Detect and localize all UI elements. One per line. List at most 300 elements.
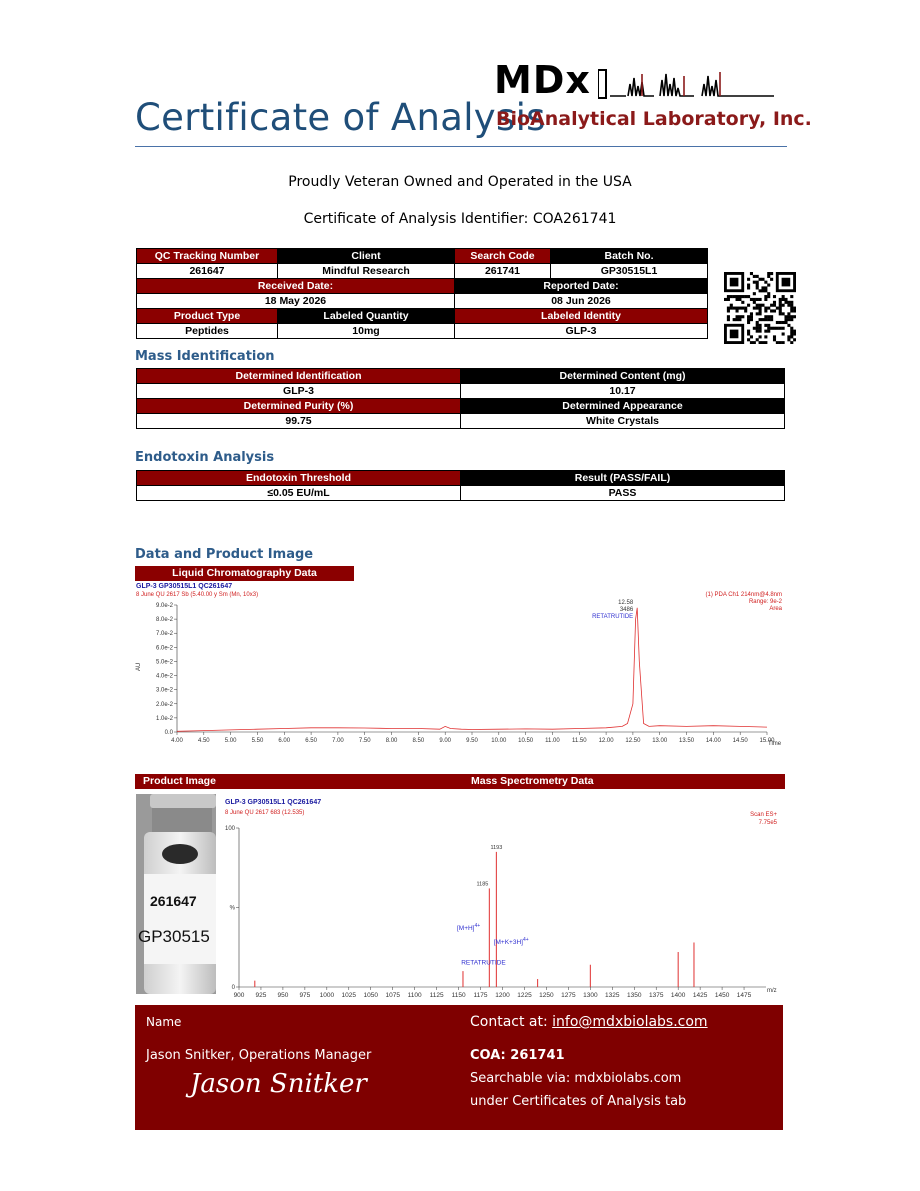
lc-peak-area: 3486: [619, 607, 634, 613]
lc-x-tick-label: 14.00: [705, 738, 721, 744]
qr-module: [738, 295, 741, 298]
qr-module: [773, 338, 776, 341]
info-table: [136, 248, 708, 339]
lc-x-tick-label: 6.00: [278, 738, 291, 744]
lc-x-tick-label: 11.00: [545, 738, 560, 744]
qr-module: [759, 309, 762, 312]
qr-module: [770, 304, 773, 307]
qr-module: [776, 327, 779, 330]
qr-module: [761, 318, 764, 321]
qr-module: [727, 309, 730, 312]
qr-module: [790, 327, 793, 330]
ms-axes: [225, 826, 766, 999]
qr-module: [736, 318, 739, 321]
qr-module: [767, 272, 770, 275]
ms-y-tick-label: 100: [224, 826, 235, 832]
search-code-label: Search Code: [455, 249, 551, 264]
qr-module: [759, 307, 762, 310]
qr-module: [744, 307, 747, 310]
lc-x-tick-label: 9.00: [439, 738, 452, 744]
qr-module: [733, 318, 736, 321]
ms-x-tick-label: 1325: [605, 992, 620, 999]
qr-module: [747, 338, 750, 341]
determined-purity-value: 99.75: [137, 414, 461, 429]
lc-x-axis-label: Time: [768, 741, 782, 746]
qr-module: [779, 307, 782, 310]
qr-module: [727, 318, 730, 321]
qr-module: [727, 315, 730, 318]
qr-module: [779, 304, 782, 307]
qr-module: [787, 315, 790, 318]
qr-module: [753, 281, 756, 284]
qr-module: [747, 278, 750, 281]
qr-module: [773, 304, 776, 307]
qr-module: [770, 272, 773, 275]
qr-module: [793, 338, 796, 341]
lc-x-tick-label: 11.50: [571, 738, 587, 744]
qr-module: [767, 315, 770, 318]
qr-module: [727, 298, 730, 301]
product-ms-bar: [135, 774, 785, 789]
qr-module: [776, 321, 779, 324]
qr-module: [741, 307, 744, 310]
ms-peak-label: 1193: [490, 844, 503, 851]
qr-module: [793, 315, 796, 318]
endotoxin-table: [136, 470, 785, 501]
ms-x-tick-label: 925: [255, 992, 267, 999]
batch-value: GP30515L1: [551, 264, 708, 279]
qr-module: [773, 295, 776, 298]
qr-module: [750, 341, 753, 344]
qr-module: [793, 309, 796, 312]
qr-module: [759, 278, 762, 281]
qr-module: [753, 307, 756, 310]
product-image-label: Product Image: [143, 775, 216, 787]
lc-y-tick-label: 7.0e-2: [155, 631, 173, 638]
qr-module: [747, 286, 750, 289]
lc-channel-label: (1) PDA Ch1 214nm@4.8nm: [705, 592, 782, 598]
qr-module: [753, 301, 756, 304]
qr-module: [756, 281, 759, 284]
qr-module: [764, 335, 767, 338]
ms-x-tick-label: 1250: [539, 992, 554, 999]
lc-y-tick-label: 8.0e-2: [155, 617, 173, 624]
qr-module: [750, 312, 753, 315]
lc-y-axis-label: AU: [136, 662, 142, 671]
logo-peaks-icon: [598, 66, 778, 102]
qr-module: [764, 324, 767, 327]
ms-spectrum-chart: [221, 794, 783, 1002]
qr-module: [790, 332, 793, 335]
ms-compound-label: RETATRUTIDE: [461, 959, 506, 967]
mass-identification-table: [136, 368, 785, 429]
lc-y-tick-label: 1.0e-2: [155, 715, 173, 722]
lc-y-tick-label: 2.0e-2: [155, 701, 173, 708]
qr-module: [750, 298, 753, 301]
qr-module: [759, 289, 762, 292]
lc-x-tick-label: 13.00: [652, 738, 668, 744]
lc-x-tick-label: 5.50: [251, 738, 264, 744]
qr-module: [787, 335, 790, 338]
qr-module: [787, 312, 790, 315]
lc-chart-subtitle: 8 June QU 2617 Sb (5.40.00 y Sm (Mn, 10x3): [136, 592, 259, 598]
qr-module: [736, 315, 739, 318]
client-label: Client: [278, 249, 455, 264]
qr-module: [756, 307, 759, 310]
vial-label-number: 261647: [150, 893, 197, 909]
ms-x-tick-label: 1100: [407, 992, 422, 999]
qr-module: [764, 330, 767, 333]
qr-module: [779, 301, 782, 304]
qr-module: [782, 327, 785, 330]
qr-module: [790, 341, 793, 344]
lc-x-tick-label: 7.50: [358, 738, 371, 744]
lc-chromatogram-chart: [135, 581, 785, 746]
qr-module: [790, 301, 793, 304]
ms-scan-label: Scan ES+: [750, 812, 777, 818]
qr-module: [790, 307, 793, 310]
ms-peak-label: 1185: [476, 881, 489, 888]
qr-module: [747, 321, 750, 324]
qr-module: [738, 318, 741, 321]
lc-x-tick-label: 5.00: [224, 738, 237, 744]
ms-x-tick-label: 1225: [517, 992, 532, 999]
determined-identification-label: Determined Identification: [137, 369, 461, 384]
qr-module: [750, 315, 753, 318]
reported-date-value: 08 Jun 2026: [455, 294, 708, 309]
qr-module: [756, 330, 759, 333]
qr-module: [747, 284, 750, 287]
qr-module: [776, 341, 779, 344]
determined-appearance-label: Determined Appearance: [461, 399, 785, 414]
qr-module: [738, 315, 741, 318]
qr-module: [767, 284, 770, 287]
ms-x-tick-label: 900: [233, 992, 245, 999]
qr-module: [759, 298, 762, 301]
lc-y-tick-label: 6.0e-2: [155, 645, 173, 652]
lc-x-tick-label: 9.50: [466, 738, 478, 744]
qr-module: [753, 327, 756, 330]
ms-x-tick-label: 1400: [670, 992, 686, 999]
received-date-label: Received Date:: [137, 279, 455, 294]
lc-x-tick-label: 13.50: [679, 738, 695, 744]
product-vial-image: [136, 794, 216, 994]
header-rule: [135, 146, 787, 147]
qr-module: [736, 309, 739, 312]
qr-module: [770, 315, 773, 318]
qr-module: [753, 292, 756, 295]
qr-module: [770, 318, 773, 321]
qr-module: [756, 298, 759, 301]
qr-module: [747, 330, 750, 333]
qr-module: [759, 335, 762, 338]
qr-module: [787, 318, 790, 321]
qr-module: [730, 307, 733, 310]
qr-module: [747, 304, 750, 307]
qr-module: [761, 278, 764, 281]
lc-x-tick-label: 6.50: [305, 738, 317, 744]
endotoxin-heading: Endotoxin Analysis: [135, 450, 275, 465]
contact-prefix: Contact at:: [470, 1014, 553, 1030]
qr-module: [753, 275, 756, 278]
qr-module: [764, 289, 767, 292]
qr-module: [741, 295, 744, 298]
lc-x-tick-label: 14.50: [732, 738, 748, 744]
ms-data-label: Mass Spectrometry Data: [471, 775, 594, 787]
qr-finder-core: [730, 330, 739, 339]
qr-module: [782, 312, 785, 315]
qr-module: [747, 332, 750, 335]
qr-module: [767, 324, 770, 327]
qr-module: [753, 341, 756, 344]
qr-module: [767, 292, 770, 295]
qr-module: [784, 298, 787, 301]
qr-module: [770, 278, 773, 281]
qr-module: [764, 315, 767, 318]
qr-module: [793, 332, 796, 335]
ms-annotation-m-h: $[M+H]^{4+}$: [456, 922, 481, 932]
endotoxin-result-label: Result (PASS/FAIL): [461, 471, 785, 486]
lc-series-line: [177, 608, 767, 732]
qr-module: [779, 321, 782, 324]
qr-code-icon[interactable]: [724, 272, 796, 344]
determined-purity-label: Determined Purity (%): [137, 399, 461, 414]
qr-module: [784, 301, 787, 304]
ms-x-tick-label: 1275: [561, 992, 576, 999]
qr-module: [750, 318, 753, 321]
qr-module: [764, 309, 767, 312]
qr-module: [761, 304, 764, 307]
qr-finder-core: [730, 278, 739, 287]
qr-module: [727, 307, 730, 310]
document-title: Certificate of Analysis: [135, 96, 546, 139]
lc-y-tick-label: 4.0e-2: [155, 673, 173, 680]
lc-x-tick-label: 4.50: [197, 738, 210, 744]
lc-peak-name: RETATRUTIDE: [592, 614, 634, 620]
contact-email-link[interactable]: info@mdxbiolabs.com: [552, 1014, 708, 1030]
lc-area-label: Area: [769, 606, 782, 612]
qr-module: [779, 309, 782, 312]
qr-module: [733, 295, 736, 298]
ms-x-tick-label: 1075: [385, 992, 400, 999]
client-value: Mindful Research: [278, 264, 455, 279]
batch-label: Batch No.: [551, 249, 708, 264]
qr-module: [759, 327, 762, 330]
ms-x-tick-label: 1050: [363, 992, 378, 999]
footer-name-label: Name: [146, 1015, 182, 1029]
vial-label-batch: GP30515: [138, 927, 210, 946]
qr-module: [759, 341, 762, 344]
endotoxin-threshold-label: Endotoxin Threshold: [137, 471, 461, 486]
qr-module: [764, 295, 767, 298]
qr-module: [793, 307, 796, 310]
qr-module: [750, 272, 753, 275]
logo-mdx-text: MDx: [494, 58, 591, 102]
ms-x-tick-label: 1475: [736, 992, 752, 999]
footer-searchable: Searchable via: mdxbiolabs.com: [470, 1071, 682, 1086]
ms-x-tick-label: 1375: [648, 992, 664, 999]
lc-peak-time: 12.58: [618, 600, 634, 606]
ms-x-tick-label: 1200: [495, 992, 510, 999]
qr-module: [741, 301, 744, 304]
qr-module: [747, 315, 750, 318]
coa-identifier: Certificate of Analysis Identifier: COA261741: [303, 211, 617, 227]
endotoxin-threshold-value: ≤0.05 EU/mL: [137, 486, 461, 501]
qr-module: [779, 312, 782, 315]
ms-y-tick-label: %: [229, 905, 235, 912]
lc-x-tick-label: 10.00: [491, 738, 507, 744]
qr-module: [779, 341, 782, 344]
labeled-quantity-label: Labeled Quantity: [278, 309, 455, 324]
qr-module: [779, 298, 782, 301]
qr-module: [733, 307, 736, 310]
qr-module: [759, 324, 762, 327]
qr-module: [736, 298, 739, 301]
reported-date-label: Reported Date:: [455, 279, 708, 294]
ms-chart-subtitle: 8 June QU 2617 683 (12.535): [225, 810, 305, 816]
qr-module: [779, 327, 782, 330]
footer-manager: Jason Snitker, Operations Manager: [146, 1048, 372, 1063]
qr-module: [738, 298, 741, 301]
determined-appearance-value: White Crystals: [461, 414, 785, 429]
ms-x-axis-label: m/z: [767, 988, 777, 994]
qr-module: [787, 304, 790, 307]
qr-module: [738, 307, 741, 310]
qr-module: [759, 312, 762, 315]
qr-module: [759, 318, 762, 321]
qr-module: [790, 335, 793, 338]
tagline: Proudly Veteran Owned and Operated in the USA: [288, 174, 632, 190]
lc-y-tick-label: 3.0e-2: [155, 687, 173, 694]
lc-range-label: Range: 9e-2: [748, 599, 782, 605]
qr-module: [773, 327, 776, 330]
qr-module: [764, 286, 767, 289]
ms-chart-title: GLP-3 GP30515L1 QC261647: [225, 799, 322, 806]
qr-module: [744, 309, 747, 312]
qr-module: [767, 330, 770, 333]
determined-content-value: 10.17: [461, 384, 785, 399]
qr-module: [744, 295, 747, 298]
ms-x-tick-label: 1150: [451, 992, 466, 999]
lc-x-tick-label: 8.50: [412, 738, 425, 744]
qr-module: [784, 321, 787, 324]
footer-coa: COA: 261741: [470, 1048, 565, 1063]
qr-module: [730, 304, 733, 307]
qr-module: [736, 307, 739, 310]
ms-x-tick-label: 950: [277, 992, 289, 999]
lc-x-tick-label: 12.00: [598, 738, 614, 744]
ms-annotation-m-k-3h: $[M+K+3H]^{4+}$: [493, 937, 529, 947]
qr-module: [753, 298, 756, 301]
qr-module: [790, 330, 793, 333]
qr-module: [790, 318, 793, 321]
qr-module: [764, 281, 767, 284]
qr-module: [767, 307, 770, 310]
mass-identification-heading: Mass Identification: [135, 349, 275, 364]
footer-under: under Certificates of Analysis tab: [470, 1094, 687, 1109]
qr-module: [761, 289, 764, 292]
lc-x-tick-label: 15.00: [759, 738, 775, 744]
search-code-value: 261741: [455, 264, 551, 279]
qr-module: [776, 307, 779, 310]
product-type-label: Product Type: [137, 309, 278, 324]
qr-module: [750, 335, 753, 338]
qr-module: [787, 301, 790, 304]
ms-x-tick-label: 1125: [429, 992, 444, 999]
qr-module: [773, 335, 776, 338]
received-date-value: 18 May 2026: [137, 294, 455, 309]
qr-module: [784, 318, 787, 321]
qr-module: [747, 295, 750, 298]
lc-data-label: Liquid Chromatography Data: [135, 566, 354, 581]
logo-lab-name: BioAnalytical Laboratory, Inc.: [496, 108, 812, 130]
ms-intensity-label: 7.75e5: [758, 820, 777, 826]
qr-module: [782, 298, 785, 301]
ms-x-tick-label: 1000: [319, 992, 335, 999]
qr-module: [782, 295, 785, 298]
qr-module: [787, 338, 790, 341]
qr-module: [756, 312, 759, 315]
qr-module: [761, 341, 764, 344]
qr-module: [741, 315, 744, 318]
qr-module: [736, 295, 739, 298]
qr-module: [782, 341, 785, 344]
qr-module: [756, 304, 759, 307]
qr-module: [770, 309, 773, 312]
data-image-heading: Data and Product Image: [135, 547, 314, 562]
lc-axes: [156, 603, 775, 744]
lc-x-tick-label: 10.50: [518, 738, 534, 744]
qr-module: [773, 301, 776, 304]
qr-module: [756, 286, 759, 289]
qr-module: [782, 304, 785, 307]
lc-x-tick-label: 8.00: [385, 738, 398, 744]
lc-y-tick-label: 9.0e-2: [155, 603, 173, 609]
qr-module: [782, 321, 785, 324]
qr-module: [767, 318, 770, 321]
qr-module: [764, 298, 767, 301]
qr-module: [764, 318, 767, 321]
ms-x-tick-label: 1450: [714, 992, 730, 999]
labeled-identity-label: Labeled Identity: [455, 309, 708, 324]
footer-panel: [135, 1005, 783, 1130]
lc-x-tick-label: 7.00: [332, 738, 344, 744]
qr-module: [730, 295, 733, 298]
qr-module: [767, 275, 770, 278]
ms-x-tick-label: 1425: [692, 992, 708, 999]
qr-module: [764, 307, 767, 310]
lc-chart-title: GLP-3 GP30515L1 QC261647: [136, 583, 233, 590]
qr-module: [756, 327, 759, 330]
qr-module: [790, 315, 793, 318]
qr-module: [782, 332, 785, 335]
qr-finder-core: [782, 278, 791, 287]
qr-module: [790, 309, 793, 312]
qr-module: [767, 327, 770, 330]
qr-module: [756, 338, 759, 341]
qr-module: [724, 298, 727, 301]
footer-signature: Jason Snitker: [190, 1069, 367, 1099]
qr-module: [759, 304, 762, 307]
lc-y-tick-label: 0.0: [164, 730, 173, 736]
qr-module: [793, 330, 796, 333]
qr-module: [773, 309, 776, 312]
ms-x-tick-label: 1350: [627, 992, 642, 999]
footer-contact: [470, 1014, 708, 1030]
qr-module: [761, 286, 764, 289]
ms-x-tick-label: 1175: [473, 992, 488, 999]
qr-module: [790, 295, 793, 298]
